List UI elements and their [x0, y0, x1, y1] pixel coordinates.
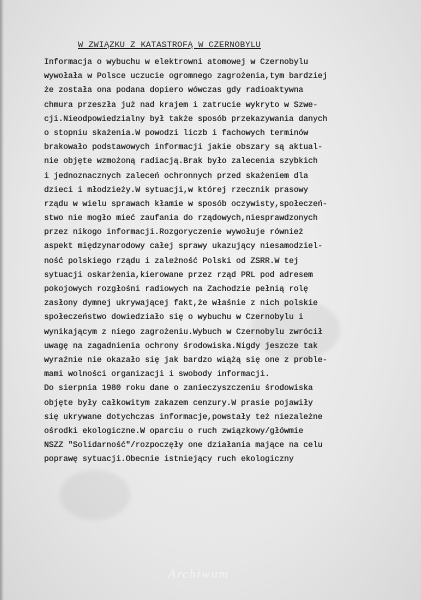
text-line: że została ona podana dopiero wówczas gdy radioaktywna: [44, 86, 304, 96]
text-line: społeczeństwo dowiedziało się o wybuchu w Czernobylu i: [44, 313, 304, 323]
text-line: poprawę sytuacji.Obecnie istniejący ruch ekologiczny: [44, 455, 294, 465]
text-line: brakowało podstawowych informacji jakie obszary są aktual-: [44, 143, 323, 153]
text-line: mami wolności organizacji i swobody informacji.: [44, 370, 270, 380]
text-line: uwagę na zagadnienia ochrony środowiska.Nigdy jeszcze tak: [44, 341, 318, 351]
document-title: W ZWIĄZKU Z KATASTROFĄ W CZERNOBYLU: [78, 40, 261, 50]
text-line: nie objęte wzmożoną radiacją.Brak było zalecenia szybkich: [44, 157, 318, 167]
text-line: ność polskiego rządu i zależność Polski od ZSRR.W tej: [44, 256, 299, 266]
text-line: przez nikogo informacji.Rozgoryczenie wywołuje również: [44, 228, 304, 238]
text-line: wywołała w Polsce uczucie ogromnego zagrożenia,tym bardziej: [44, 72, 328, 82]
page-edge-shadow: [0, 0, 4, 600]
text-line: sytuacji oskarżenia,kierowane przez rząd PRL pod adresem: [44, 270, 313, 280]
text-line: wyraźnie nie okazało się jak bardzo wiążą się one z proble-: [44, 355, 328, 365]
archive-watermark: Archiwum: [168, 566, 229, 581]
text-line: o stopniu skażenia.W powodzi liczb i fachowych terminów: [44, 128, 309, 138]
text-line: aspekt międzynarodowy całej sprawy ukazujący niesamodziel-: [44, 242, 323, 252]
text-line: Informacja o wybuchu w elektrowni atomowej w Czernobylu: [44, 58, 309, 67]
text-line: stwo nie mogło mieć zaufania do rządowych,niesprawdzonych: [44, 214, 318, 224]
text-line: cji.Nieodpowiedzialny był także sposób przekazywania danych: [44, 114, 328, 124]
text-line: zasłony dymnej ukrywającej fakt,że właśnie z nich polskie: [44, 299, 318, 309]
text-line: pokojowych rozgłośni radiowych na Zachodzie pełnią rolę: [44, 285, 309, 294]
text-line: i jednoznacznych zaleceń ochronnych przed skażeniem dla: [44, 171, 309, 181]
text-line: NSZZ "Solidarność"/rozpoczęły one działania mające na celu: [44, 441, 323, 451]
text-line: chmura przeszła już nad krajem i zatrucie wykryto w Szwe-: [44, 100, 318, 110]
document-body: [44, 56, 409, 467]
text-line: rządu w wielu sprawach kłamie w sposób oczywisty,społeczeń-: [44, 199, 328, 209]
text-line: się ukrywane dotychczas informacje,powstały też niezależne: [44, 412, 323, 422]
text-line: wynikającym z niego zagrożeniu.Wybuch w Czernobylu zwrócił: [44, 327, 323, 337]
text-line: objęte były całkowitym zakazem cenzury.W prasie pojawiły: [44, 398, 313, 408]
text-line: ośrodki ekologiczne.W oparciu o ruch związkowy/główmie: [44, 426, 304, 436]
text-line: Do sierpnia 1980 roku dane o zanieczyszczeniu środowiska: [44, 384, 313, 394]
text-line: dzieci i młodzieży.W sytuacji,w której rzecznik prasowy: [44, 185, 309, 195]
paper-stain: [60, 470, 130, 520]
